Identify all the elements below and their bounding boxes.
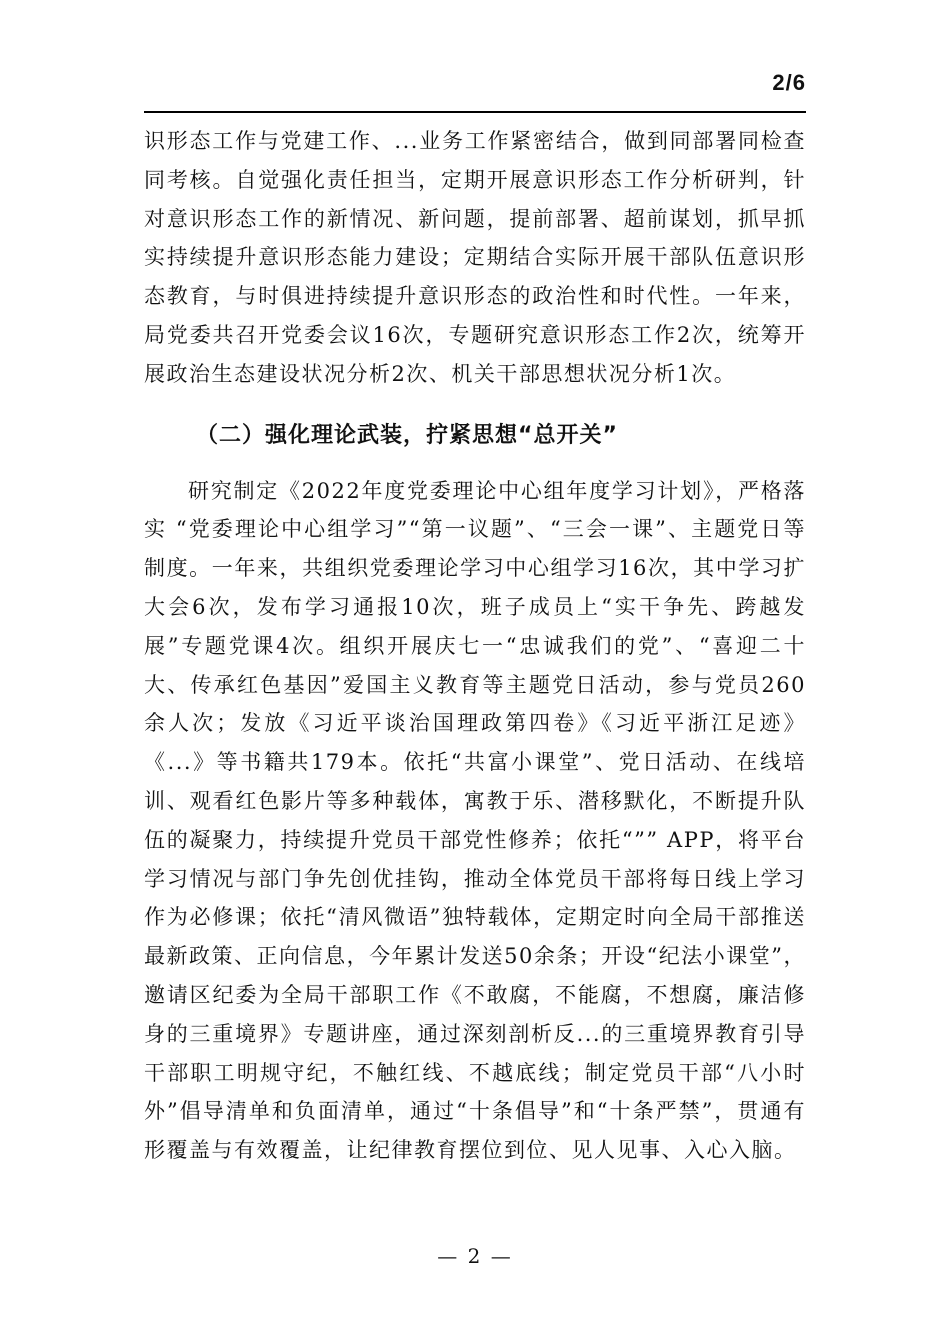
footer-page-number: — 2 — — [437, 1244, 513, 1268]
paragraph-continued: 识形态工作与党建工作、...业务工作紧密结合，做到同部署同检查同考核。自觉强化责任担当，定期开展意识形态工作分析研判，针对意识形态工作的新情况、新问题，提前部署、超前谋划，抓早抓实持续提升意识形态能力建设；定期结合实际开展干部队伍意识形态教育，与时俱进持续提升意识形态的政治性和时代性。一年来，局党委共召开党委会议16次，专题研究意识形态工作2次，统筹开展政治生态建设状况分析2次、机关干部思想状况分析1次。 — [144, 129, 806, 386]
page-counter: 2/6 — [772, 70, 806, 95]
header-divider — [144, 111, 806, 113]
document-body — [144, 122, 806, 1170]
paragraph-main: 研究制定《2022年度党委理论中心组年度学习计划》，严格落实 “党委理论中心组学习”“第一议题”、“三会一课”、主题党日等制度。一年来，共组织党委理论学习中心组学习16次，其中学习扩大会6次，发布学习通报10次，班子成员上“实干争先、跨越发展”专题党课4次。组织开展庆七一“忠诚我们的党”、“喜迎二十大、传承红色基因”爱国主义教育等主题党日活动，参与党员260余人次；发放《习近平谈治国理政第四卷》《习近平浙江足迹》《...》等书籍共179本。依托“共富小课堂”、党日活动、在线培训、观看红色影片等多种载体，寓教于乐、潜移默化，不断提升队伍的凝聚力，持续提升党员干部党性修养；依托“”” APP，将平台学习情况与部门争先创优挂钩，推动全体党员干部将每日线上学习作为必修课；依托“清风微语”独特载体，定期定时向全局干部推送最新政策、正向信息，今年累计发送50余条；开设“纪法小课堂”，邀请区纪委为全局干部职工作《不敢腐，不能腐，不想腐，廉洁修身的三重境界》专题讲座，通过深刻剖析反...的三重境界教育引导干部职工明规守纪，不触红线、不越底线；制定党员干部“八小时外”倡导清单和负面清单，通过“十条倡导”和“十条严禁”，贯通有形覆盖与有效覆盖，让纪律教育摆位到位、见人见事、入心入脑。 — [144, 478, 806, 1163]
section-heading: （二）强化理论武装，拧紧思想“总开关” — [196, 422, 618, 448]
